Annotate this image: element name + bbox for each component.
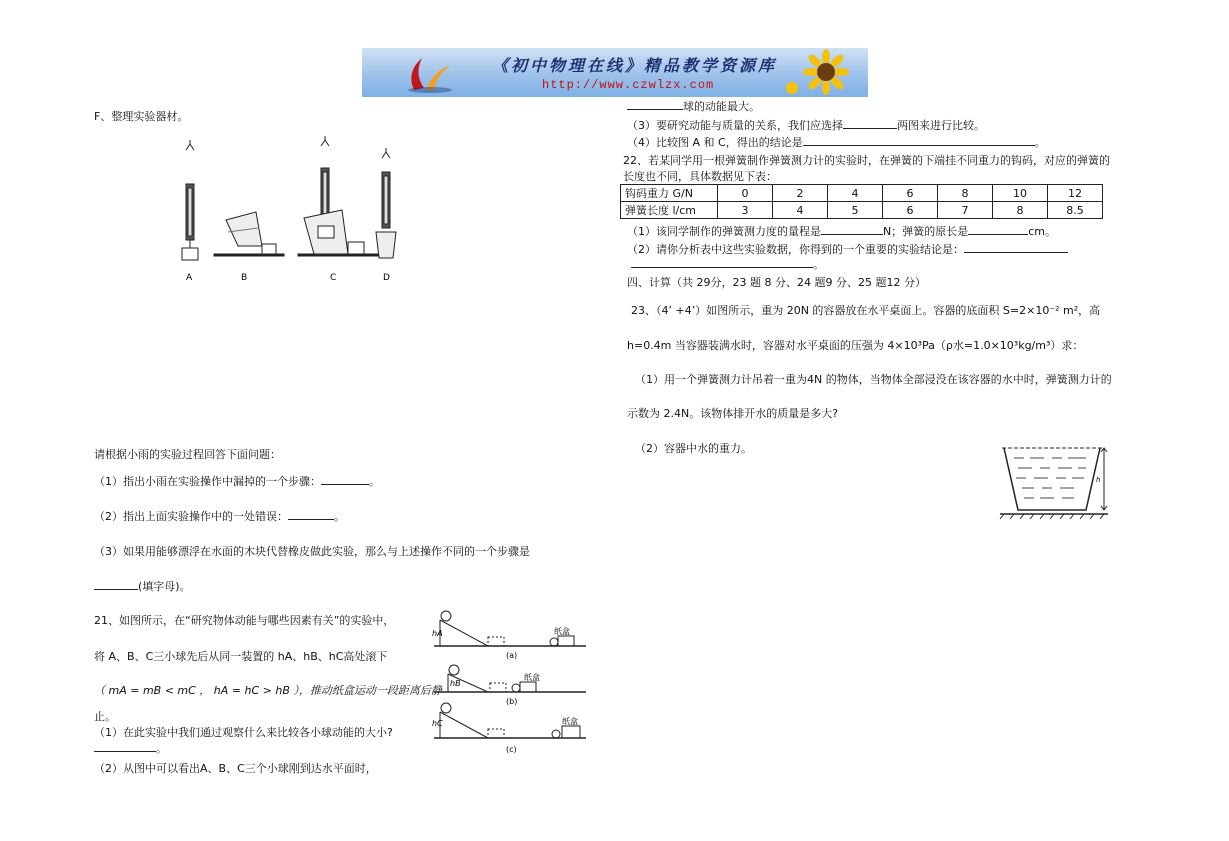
question-3: （3）如果用能够漂浮在水面的木块代替橡皮做此实验，那么与上述操作不同的一个步骤是 — [94, 545, 530, 558]
logo-icon — [400, 52, 460, 94]
answer-blank[interactable] — [627, 99, 683, 110]
table-cell: 8.5 — [1048, 202, 1103, 219]
right-line-3: （4）比较图 A 和 C，得出的结论是 。 — [627, 136, 1046, 149]
problem-21-formula: （ mA = mB < mC ， hA = hC > hB ），推动纸盒运动一段距离后静 — [94, 684, 442, 697]
fig-label-b: B — [241, 273, 248, 283]
problem-23-q2: （2）容器中水的重力。 — [635, 442, 752, 455]
table-cell: 8 — [993, 202, 1048, 219]
problem-22-q2-answer: 。 — [631, 256, 824, 272]
problem-22-line2: 长度也不同，具体数据见下表： — [623, 170, 777, 183]
caption-c: (c) — [506, 745, 517, 754]
problem-23-q1-line2: 示数为 2.4N。该物体排开水的质量是多大? — [627, 407, 839, 420]
answer-blank[interactable] — [94, 579, 138, 590]
caption-b: (b) — [506, 697, 518, 706]
question-3-answer: (填字母)。 — [94, 578, 191, 594]
question-1: （1）指出小雨在实验操作中漏掉的一个步骤： 。 — [94, 475, 380, 488]
sunflower-icon — [782, 48, 862, 97]
table-cell: 7 — [938, 202, 993, 219]
caption-a: (a) — [506, 651, 518, 660]
answer-blank[interactable] — [94, 741, 156, 752]
table-cell: 4 — [828, 185, 883, 202]
problem-21-q1-answer: 。 — [94, 740, 167, 756]
height-label-b: hB — [450, 679, 461, 688]
questions-intro: 请根据小雨的实验过程回答下面问题： — [94, 448, 281, 461]
problem-23-line2: h=0.4m 当容器装满水时，容器对水平桌面的压强为 4×10³Pa（ρ水=1.0×10³kg/m³）求： — [627, 339, 1084, 352]
height-label-a: hA — [432, 629, 443, 638]
fig-label-c: C — [330, 273, 337, 283]
answer-blank[interactable] — [968, 224, 1028, 235]
problem-23-line1: 23、（4’ +4’）如图所示，重为 20N 的容器放在水平桌面上。容器的底面积 S=2×10⁻² m²，高 — [631, 304, 1101, 317]
box-label-c: 纸盒 — [562, 717, 578, 726]
problem-23-q1-line1: （1）用一个弹簧测力计吊着一重为4N 的物体，当物体全部浸没在该容器的水中时，弹簧测力计的 — [635, 373, 1112, 386]
answer-blank[interactable] — [843, 118, 897, 129]
table-cell: 2 — [773, 185, 828, 202]
banner-url[interactable]: http://www.czwlzx.com — [542, 78, 715, 92]
answer-blank[interactable] — [803, 135, 1035, 146]
problem-21-q2: （2）从图中可以看出A、B、C三个小球刚到达水平面时， — [94, 762, 377, 775]
spring-data-table — [620, 184, 1103, 219]
fig-label-a: A — [186, 273, 193, 283]
answer-blank[interactable] — [321, 474, 369, 485]
table-cell: 5 — [828, 202, 883, 219]
answer-blank[interactable] — [631, 257, 813, 268]
answer-blank[interactable] — [964, 242, 1068, 253]
table-cell: 10 — [993, 185, 1048, 202]
table-cell: 12 — [1048, 185, 1103, 202]
problem-21-line2: 将 A、B、C三小球先后从同一装置的 hA、hB、hC高处滚下 — [94, 650, 388, 663]
problem-22-q2: （2）请你分析表中这些实验数据，你得到的一个重要的实验结论是： — [627, 241, 1068, 257]
incline-figure — [430, 606, 592, 758]
step-f: F、整理实验器材。 — [94, 110, 189, 123]
problem-21-line1: 21、如图所示，在“研究物体动能与哪些因素有关”的实验中， — [94, 614, 395, 627]
section-4-heading: 四、计算（共 29分，23 题 8 分、24 题9 分、25 题12 分） — [627, 276, 926, 289]
box-label-b: 纸盒 — [524, 673, 540, 682]
height-label-c: hC — [432, 719, 443, 728]
box-label-a: 纸盒 — [554, 627, 570, 636]
question-2: （2）指出上面实验操作中的一处错误： 。 — [94, 510, 345, 523]
table-row-header: 弹簧长度 l/cm — [621, 202, 718, 219]
table-cell: 6 — [883, 185, 938, 202]
table-row-header: 钩码重力 G/N — [621, 185, 718, 202]
table-cell: 8 — [938, 185, 993, 202]
answer-blank[interactable] — [288, 509, 334, 520]
problem-21-line4: 止。 — [94, 710, 116, 723]
height-label-h: h — [1096, 476, 1101, 484]
table-row — [621, 202, 1103, 219]
banner-title: 《初中物理在线》精品教学资源库 — [492, 56, 778, 75]
answer-blank[interactable] — [821, 224, 883, 235]
problem-22-line1: 22、若某同学用一根弹簧制作弹簧测力计的实验时，在弹簧的下端挂不同重力的钩码，对应的弹簧的 — [623, 154, 1110, 167]
table-cell: 4 — [773, 202, 828, 219]
table-row — [621, 185, 1103, 202]
fig-label-d: D — [383, 273, 390, 283]
right-line-1: 球的动能最大。 — [627, 98, 760, 114]
header-banner — [362, 48, 868, 97]
problem-21-q1: （1）在此实验中我们通过观察什么来比较各小球动能的大小? — [94, 726, 393, 739]
problem-22-q1: （1）该同学制作的弹簧测力度的量程是 N；弹簧的原长是 cm。 — [627, 225, 1056, 238]
table-cell: 6 — [883, 202, 938, 219]
table-cell: 0 — [718, 185, 773, 202]
experiment-figure — [170, 132, 410, 292]
container-figure — [998, 444, 1110, 520]
table-cell: 3 — [718, 202, 773, 219]
right-line-2: （3）要研究动能与质量的关系，我们应选择 两图来进行比较。 — [627, 119, 985, 132]
